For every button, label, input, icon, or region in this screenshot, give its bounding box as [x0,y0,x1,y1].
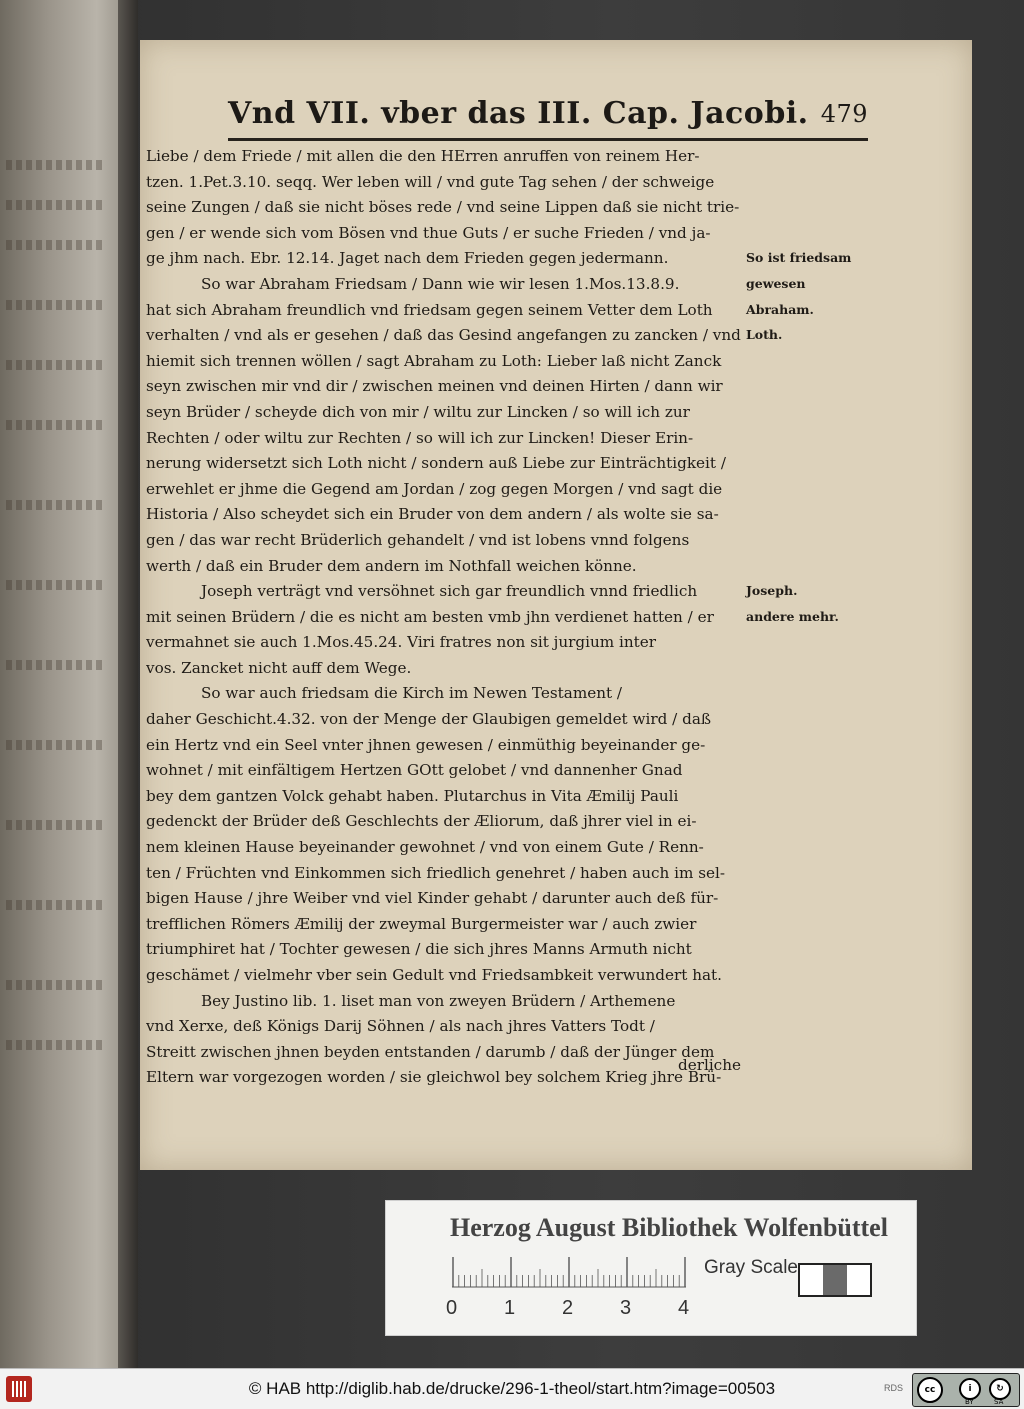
text-line: gen / das war recht Brüderlich gehandelt / vnd ist lobens vnnd folgens [146,530,690,549]
text-line: seyn zwischen mir vnd dir / zwischen meinen vnd deinen Hirten / dann wir [146,377,723,396]
ghost-text [6,740,106,750]
facing-page-edge [0,0,138,1368]
text-line: vnd Xerxe, deß Königs Darij Söhnen / als nach jhres Vatters Todt / [146,1017,655,1036]
margin-note: Loth. [746,327,783,343]
book-page [140,40,972,1170]
margin-note: Abraham. [746,301,814,317]
ghost-text [6,580,106,590]
book-gutter [118,0,138,1368]
text-line: Eltern war vorgezogen worden / sie gleichwol bey solchem Krieg jhre Brü- [146,1068,722,1087]
ghost-text [6,660,106,670]
library-color-card [385,1200,917,1336]
text-line: seine Zungen / daß sie nicht böses rede / vnd seine Lippen daß sie nicht trie- [146,198,740,217]
page-number: 479 [820,100,868,128]
copyright-link[interactable]: © HAB http://diglib.hab.de/drucke/296-1-theol/start.htm?image=00503 [248,1379,776,1398]
ghost-text [6,420,106,430]
main-text-block [146,144,742,1091]
text-line: bigen Hause / jhre Weiber vnd viel Kinder gehabt / darunter auch deß für- [146,889,719,908]
text-line: verhalten / vnd als er gesehen / daß das Gesind angefangen zu zancken / vnd [146,326,741,345]
swatch-light [847,1265,870,1295]
ruler-numbers [442,1297,702,1321]
text-line: werth / daß ein Bruder dem andern im Nothfall weichen könne. [146,556,637,575]
library-name: Herzog August Bibliothek Wolfenbüttel [450,1213,888,1242]
attribution-icon: i [959,1378,981,1400]
catchword: derliche [678,1056,741,1074]
text-line: So war Abraham Friedsam / Dann wie wir lesen 1.Mos.13.8.9. [201,274,680,293]
text-line: hiemit sich trennen wöllen / sagt Abraham zu Loth: Lieber laß nicht Zanck [146,351,722,370]
header-rule [228,138,868,141]
text-line: trefflichen Römers Æmilij der zweymal Burgermeister war / auch zwier [146,914,697,933]
text-line: daher Geschicht.4.32. von der Menge der Glaubigen gemeldet wird / daß [146,710,712,729]
ghost-text [6,160,106,170]
text-line: nerung widersetzt sich Loth nicht / sondern auß Liebe zur Einträchtigkeit / [146,454,726,473]
text-line: tzen. 1.Pet.3.10. seqq. Wer leben will / vnd gute Tag sehen / der schweige [146,172,715,191]
footer-small-mark: RDS [884,1383,904,1393]
text-line: Joseph verträgt vnd versöhnet sich gar freundlich vnnd friedlich [201,582,698,601]
text-line: Bey Justino lib. 1. liset man von zweyen Brüdern / Arthemene [201,991,676,1010]
running-header [228,92,868,142]
ruler-number: 4 [678,1297,690,1319]
ghost-text [6,360,106,370]
ghost-text [6,900,106,910]
text-line: Streitt zwischen jhnen beyden entstanden / darumb / daß der Jünger dem [146,1042,715,1061]
text-line: triumphiret hat / Tochter gewesen / die sich jhres Manns Armuth nicht [146,940,692,959]
ghost-text [6,980,106,990]
ghost-text [6,1040,106,1050]
text-line: gedenckt der Brüder deß Geschlechts der Æliorum, daß jhrer viel in ei- [146,812,697,831]
margin-note: gewesen [746,276,806,291]
text-line: Liebe / dem Friede / mit allen die den HErren anruffen von reinem Her- [146,147,700,165]
text-line: ein Hertz vnd ein Seel vnter jhnen gewesen / einmüthig beyeinander ge- [146,735,706,754]
text-line: seyn Brüder / scheyde dich von mir / wiltu zur Lincken / so will ich zur [146,402,690,421]
cc-icon: cc [917,1377,943,1403]
license-by-label: BY [965,1398,974,1406]
gray-scale-swatch [798,1263,872,1297]
text-line: vermahnet sie auch 1.Mos.45.24. Viri fratres non sit jurgium inter [146,633,656,652]
ruler-number: 2 [562,1297,574,1319]
text-line: mit seinen Brüdern / die es nicht am besten vmb jhn verdienet hatten / er [146,607,714,626]
cc-license-badge[interactable] [912,1373,1020,1407]
text-line: hat sich Abraham freundlich vnd friedsam gegen seinem Vetter dem Loth [146,300,713,319]
margin-note: andere mehr. [746,608,839,624]
text-line: geschämet / vielmehr vber sein Gedult vnd Friedsambkeit verwundert hat. [146,966,722,984]
measurement-ruler [452,1255,686,1291]
ghost-text [6,200,106,210]
text-line: gen / er wende sich vom Bösen vnd thue Guts / er suche Frieden / vnd ja- [146,223,711,242]
viewer-footer [0,1368,1024,1409]
ruler-number: 0 [446,1297,458,1319]
text-line: wohnet / mit einfältigem Hertzen GOtt gelobet / vnd dannenher Gnad [146,761,683,780]
text-line: nem kleinen Hause beyeinander gewohnet / vnd von einem Gute / Renn- [146,838,704,857]
ghost-text [6,300,106,310]
text-line: ge jhm nach. Ebr. 12.14. Jaget nach dem Frieden gegen jedermann. [146,249,669,268]
gray-scale-label: Gray Scale [704,1257,798,1278]
swatch-white [800,1265,823,1295]
ruler-number: 3 [620,1297,632,1319]
margin-note: So ist friedsam [746,250,852,266]
swatch-gray [823,1265,846,1295]
ghost-text [6,820,106,830]
margin-note: Joseph. [746,583,798,599]
text-line: So war auch friedsam die Kirch im Newen Testament / [201,684,623,703]
running-title: Vnd VII. vber das III. Cap. Jacobi. [228,96,809,131]
ghost-text [6,240,106,250]
share-alike-icon: ↻ [989,1378,1011,1400]
text-line: Historia / Also scheydet sich ein Bruder von dem andern / als wolte sie sa- [146,505,719,524]
license-sa-label: SA [994,1398,1004,1406]
text-line: ten / Früchten vnd Einkommen sich friedlich genehret / haben auch im sel- [146,863,725,882]
text-line: erwehlet er jhme die Gegend am Jordan / zog gegen Morgen / vnd sagt die [146,479,723,498]
text-line: Rechten / oder wiltu zur Rechten / so will ich zur Lincken! Dieser Erin- [146,428,694,447]
ruler-number: 1 [504,1297,516,1319]
ghost-text [6,500,106,510]
text-line: vos. Zancket nicht auff dem Wege. [146,658,412,677]
text-line: bey dem gantzen Volck gehabt haben. Plutarchus in Vita Æmilij Pauli [146,786,679,805]
